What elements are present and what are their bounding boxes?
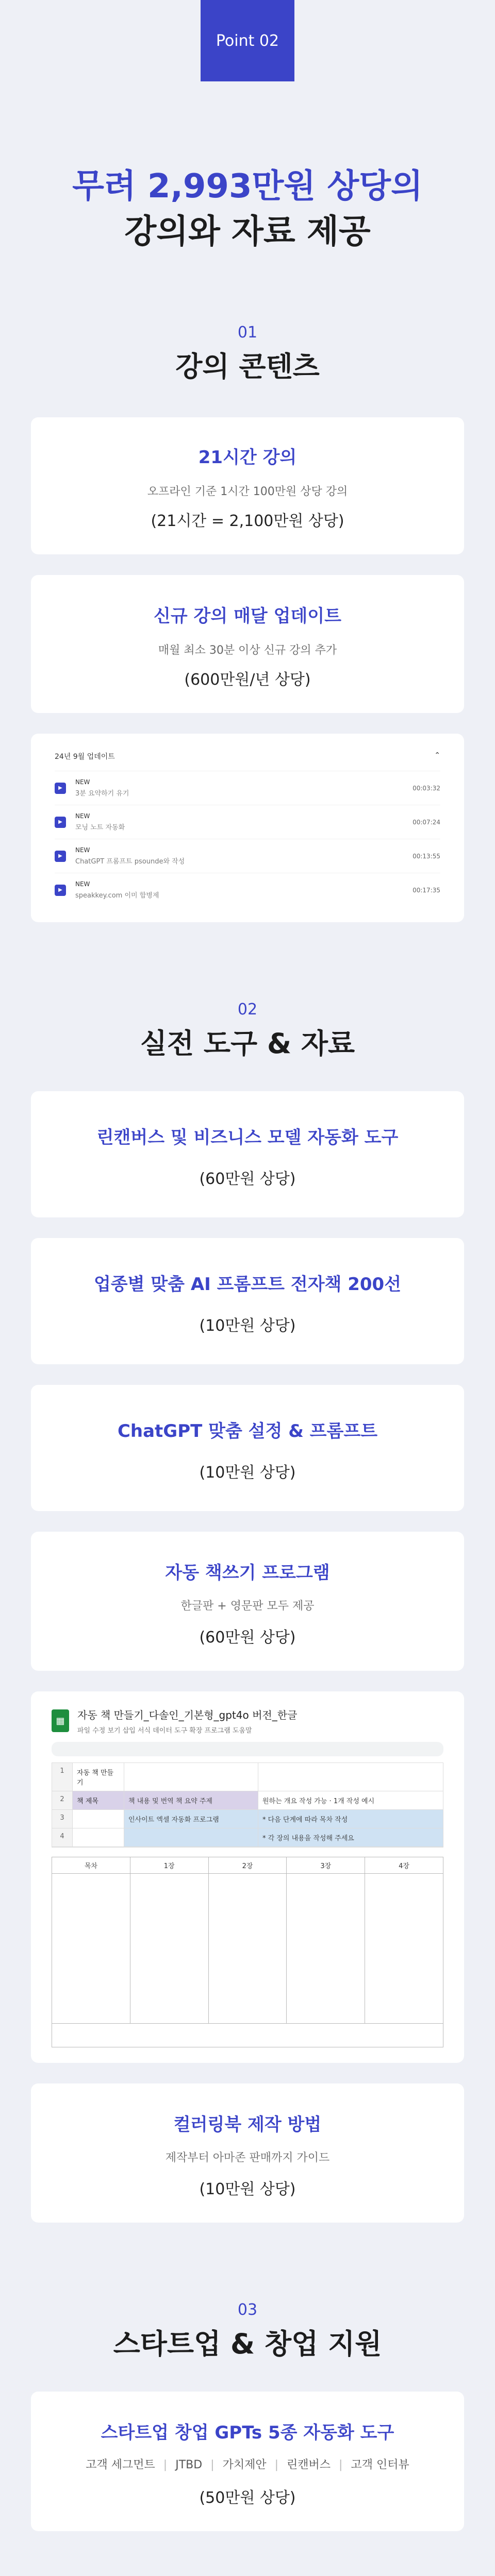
sheet-row: [52, 1763, 443, 1791]
cell: 책 제목: [73, 1791, 124, 1809]
tag: 고객 인터뷰: [351, 2459, 409, 2471]
play-icon: ▶: [55, 851, 66, 862]
sheet-title: 자동 책 만들기_다솔인_기본형_gpt4o 버전_한글: [77, 1709, 298, 1721]
lecture-time: 00:03:32: [412, 784, 440, 792]
card-value: (600만원/년 상당): [184, 671, 311, 689]
cell: [124, 1763, 258, 1791]
card-coloring-book: [31, 2083, 464, 2223]
point-badge: Point 02: [201, 0, 294, 81]
card-startup-gpts: [31, 2392, 464, 2531]
lecture-item[interactable]: [55, 771, 440, 805]
book-outline-table: [52, 1857, 443, 2047]
section-title: 스타트업 & 창업 지원: [113, 2328, 382, 2360]
table-header: 3장: [287, 1857, 365, 1873]
section-03-head: [0, 2300, 495, 2363]
tag: 린캔버스: [287, 2459, 331, 2471]
sheet-menu: 파일 수정 보기 삽입 서식 데이터 도구 확장 프로그램 도움말: [77, 1727, 252, 1735]
cell: 자동 책 만들기: [73, 1763, 124, 1791]
lecture-name: ChatGPT 프롬프트 psounde와 작성: [75, 858, 185, 866]
card-value: (21시간 = 2,100만원 상당): [151, 512, 344, 530]
sheet-grid: [52, 1762, 443, 1848]
card-title: 업종별 맞춤 AI 프롬프트 전자책 200선: [93, 1274, 402, 1295]
card-title: ChatGPT 맞춤 설정 & 프롬프트: [117, 1421, 378, 1442]
row-number: 1: [52, 1763, 73, 1791]
card-value: (60만원 상당): [199, 1629, 296, 1647]
table-footer: [52, 2023, 443, 2047]
tag-list: 고객 세그먼트 | JTBD | 가치제안 | 린캔버스 | 고객 인터뷰: [31, 2455, 464, 2476]
sheet-row: [52, 1791, 443, 1810]
spreadsheet-preview: [31, 1691, 464, 2063]
sheet-row: [52, 1810, 443, 1828]
section-title: 실전 도구 & 자료: [140, 1027, 355, 1060]
card-prompt-ebook: [31, 1238, 464, 1364]
sheet-row: [52, 1828, 443, 1847]
card-desc: 제작부터 아마존 판매까지 가이드: [165, 2151, 330, 2164]
lecture-name: 모닝 노트 자동화: [75, 824, 125, 832]
sheets-logo-icon: ▦: [52, 1709, 69, 1732]
chevron-up-icon[interactable]: ⌃: [434, 751, 440, 759]
section-number: 02: [237, 1001, 258, 1019]
card-title: 컬러링북 제작 방법: [173, 2114, 322, 2135]
sheet-toolbar: [52, 1742, 443, 1756]
table-header: 1장: [130, 1857, 209, 1873]
card-chatgpt-settings: [31, 1385, 464, 1511]
card-title: 린캔버스 및 비즈니스 모델 자동화 도구: [96, 1127, 399, 1148]
section-02-head: [0, 999, 495, 1062]
hero-title-line1: 무려 2,993만원 상당의: [72, 167, 423, 206]
card-21h-lecture: [31, 417, 464, 554]
table-header: 2장: [209, 1857, 287, 1873]
section-title: 강의 콘텐츠: [175, 350, 320, 383]
card-title: 스타트업 창업 GPTs 5종 자동화 도구: [101, 2422, 394, 2443]
card-value: (10만원 상당): [199, 2180, 296, 2198]
card-auto-book-writer: [31, 1532, 464, 1671]
table-body: [52, 1874, 443, 2023]
card-value: (10만원 상당): [199, 1317, 296, 1335]
row-number: 2: [52, 1791, 73, 1809]
section-number: 03: [237, 2301, 258, 2319]
lecture-list-header: [55, 751, 440, 771]
cell: [124, 1828, 258, 1846]
cell: 원하는 개요 작성 가능 · 1개 작성 예시: [262, 1798, 375, 1805]
tag: 가치제안: [222, 2459, 267, 2471]
lecture-item[interactable]: [55, 805, 440, 839]
cell: * 다음 단계에 따라 목차 작성: [258, 1810, 443, 1828]
lecture-list-title: 24년 9월 업데이트: [55, 753, 115, 761]
section-01-head: [0, 323, 495, 385]
card-value: (10만원 상당): [199, 1464, 296, 1482]
card-title: 신규 강의 매달 업데이트: [154, 606, 341, 626]
lecture-time: 00:07:24: [412, 818, 440, 826]
sheet-header: [52, 1707, 443, 1735]
play-icon: ▶: [55, 885, 66, 896]
card-value: (50만원 상당): [199, 2489, 296, 2507]
table-header: 4장: [399, 1862, 409, 1870]
cell: * 각 장의 내용을 작성해 주세요: [258, 1828, 443, 1846]
row-number: 3: [52, 1810, 73, 1828]
cell: [73, 1828, 124, 1846]
card-title: 21시간 강의: [198, 447, 297, 468]
cell: 책 내용 및 번역 책 요약 주제: [124, 1791, 258, 1809]
lecture-update-list: [31, 734, 464, 922]
hero-title-line2: 강의와 자료 제공: [124, 213, 371, 251]
row-number: 4: [52, 1828, 73, 1846]
play-icon: ▶: [55, 783, 66, 794]
lecture-tag: NEW: [75, 880, 90, 888]
lecture-item[interactable]: [55, 873, 440, 907]
table-header-row: [52, 1857, 443, 1874]
lecture-item[interactable]: [55, 839, 440, 873]
card-desc: 매월 최소 30분 이상 신규 강의 추가: [158, 644, 337, 657]
card-value: (60만원 상당): [199, 1170, 296, 1188]
cell: [73, 1810, 124, 1828]
lecture-time: 00:13:55: [412, 852, 440, 860]
card-desc: 한글판 + 영문판 모두 제공: [180, 1600, 315, 1613]
card-title: 자동 책쓰기 프로그램: [165, 1563, 330, 1583]
play-icon: ▶: [55, 817, 66, 828]
section-number: 01: [237, 324, 258, 342]
table-header: 목차: [52, 1857, 130, 1873]
tag: JTBD: [175, 2459, 203, 2471]
cell: 인사이트 엑셀 자동화 프로그램: [124, 1810, 258, 1828]
lecture-name: speakkey.com 이미 합병제: [75, 892, 159, 900]
lecture-tag: NEW: [75, 812, 90, 820]
cell: [258, 1763, 443, 1791]
lecture-tag: NEW: [75, 778, 90, 786]
lecture-time: 00:17:35: [412, 886, 440, 894]
lecture-tag: NEW: [75, 846, 90, 854]
card-lean-canvas-tool: [31, 1091, 464, 1217]
lecture-name: 3분 요약하기 유기: [75, 790, 129, 798]
card-monthly-update: [31, 575, 464, 713]
card-desc: 오프라인 기준 1시간 100만원 상당 강의: [147, 485, 348, 498]
tag: 고객 세그먼트: [86, 2459, 155, 2471]
